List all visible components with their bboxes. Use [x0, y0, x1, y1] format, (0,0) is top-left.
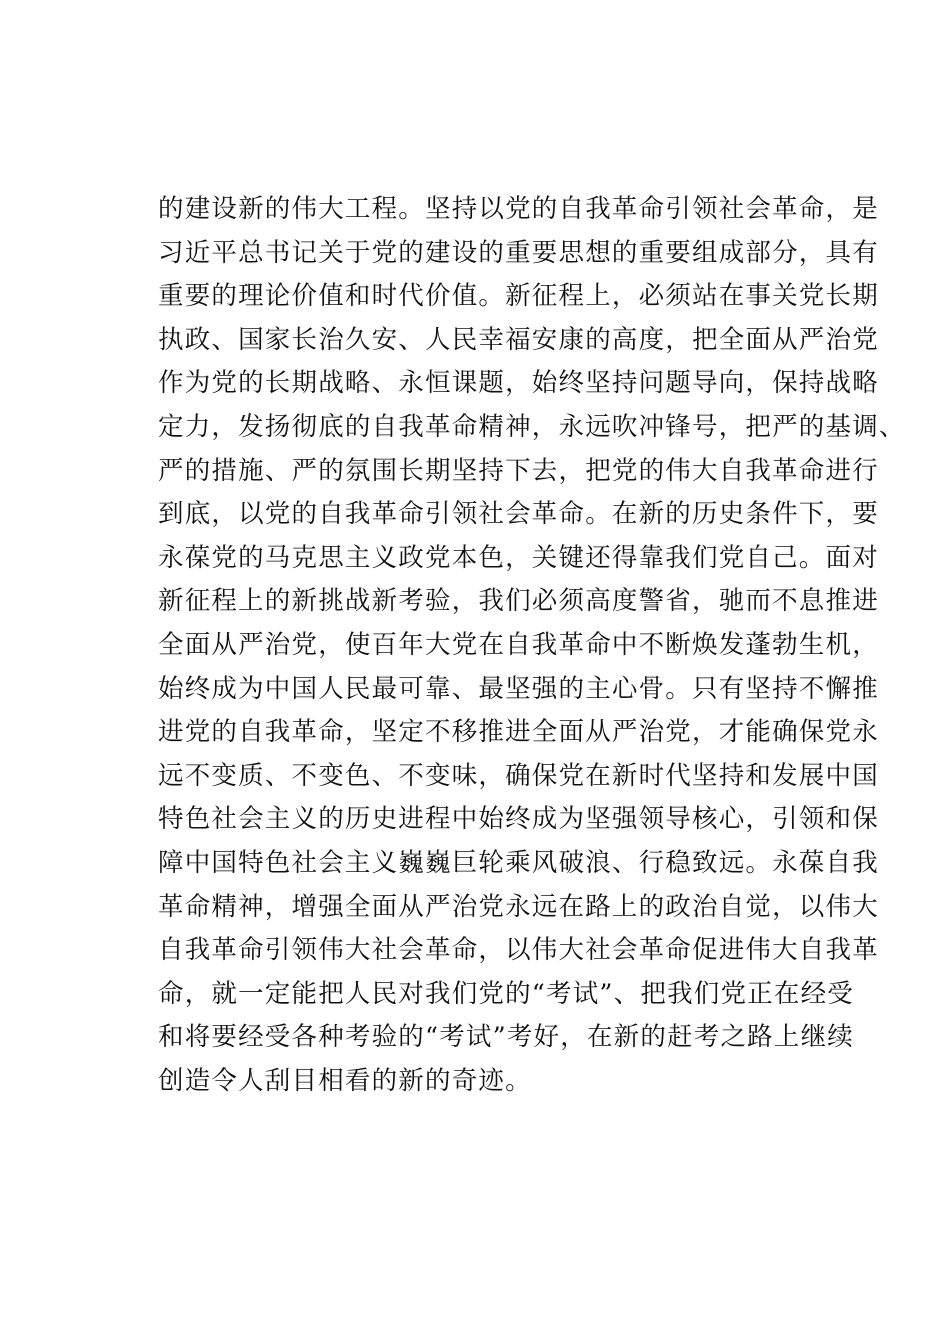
text-line: 到底，以党的自我革命引领社会革命。在新的历史条件下，要 — [158, 499, 879, 530]
body-paragraph — [158, 188, 906, 1103]
text-line: 作为党的长期战略、永恒课题，始终坚持问题导向，保持战略 — [158, 368, 879, 399]
text-line: 命，就一定能把人民对我们党的“考试”、把我们党正在经受 — [158, 978, 854, 1009]
text-line: 新征程上的新挑战新考验，我们必须高度警省，驰而不息推进 — [158, 586, 879, 617]
text-line: 创造令人刮目相看的新的奇迹。 — [158, 1065, 532, 1096]
text-line: 习近平总书记关于党的建设的重要思想的重要组成部分，具有 — [158, 237, 879, 268]
text-line: 严的措施、严的氛围长期坚持下去，把党的伟大自我革命进行 — [158, 455, 879, 486]
text-line: 进党的自我革命，坚定不移推进全面从严治党，才能确保党永 — [158, 717, 879, 748]
text-line: 革命精神，增强全面从严治党永远在路上的政治自觉，以伟大 — [158, 891, 879, 922]
text-line: 自我革命引领伟大社会革命，以伟大社会革命促进伟大自我革 — [158, 935, 879, 966]
text-line: 和将要经受各种考验的“考试”考好，在新的赶考之路上继续 — [158, 1022, 854, 1053]
text-line: 远不变质、不变色、不变味，确保党在新时代坚持和发展中国 — [158, 760, 879, 791]
text-line: 定力，发扬彻底的自我革命精神，永远吹冲锋号，把严的基调、 — [158, 411, 906, 442]
text-line: 障中国特色社会主义巍巍巨轮乘风破浪、行稳致远。永葆自我 — [158, 847, 879, 878]
text-line: 全面从严治党，使百年大党在自我革命中不断焕发蓬勃生机， — [158, 629, 879, 660]
text-line: 重要的理论价值和时代价值。新征程上，必须站在事关党长期 — [158, 281, 879, 312]
text-line: 执政、国家长治久安、人民幸福安康的高度，把全面从严治党 — [158, 324, 879, 355]
text-line: 始终成为中国人民最可靠、最坚强的主心骨。只有坚持不懈推 — [158, 673, 879, 704]
text-line: 永葆党的马克思主义政党本色，关键还得靠我们党自己。面对 — [158, 542, 879, 573]
text-line: 特色社会主义的历史进程中始终成为坚强领导核心，引领和保 — [158, 804, 879, 835]
text-line: 的建设新的伟大工程。坚持以党的自我革命引领社会革命，是 — [158, 194, 879, 224]
